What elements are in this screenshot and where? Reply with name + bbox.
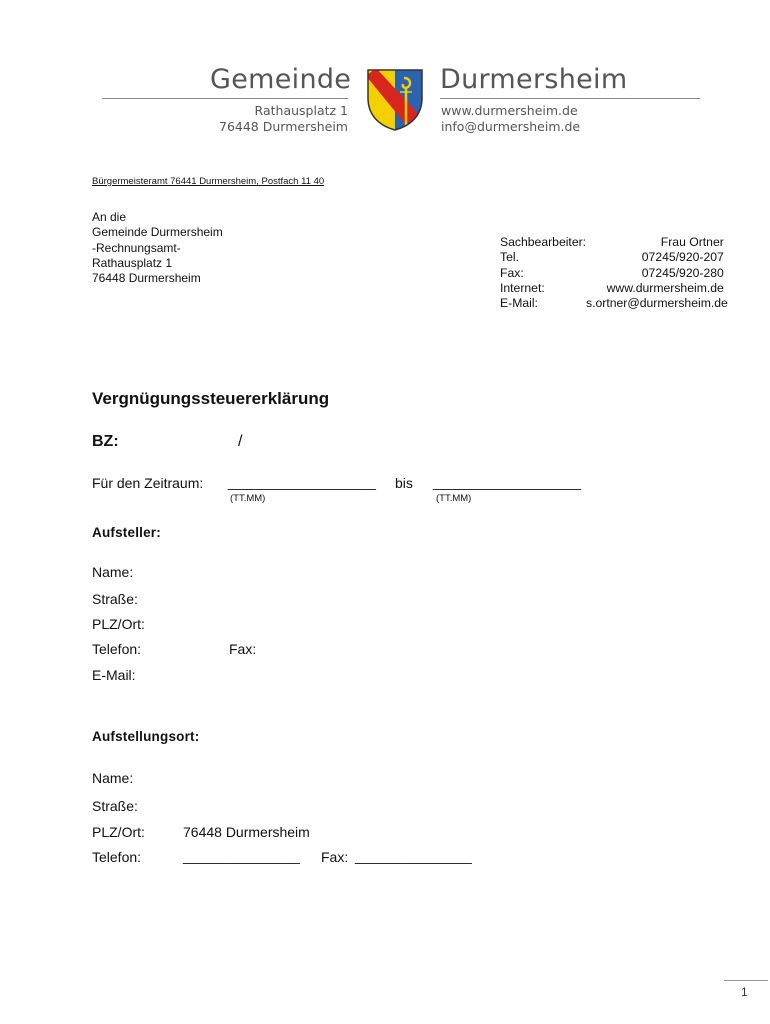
recipient-line-2: Gemeinde Durmersheim: [92, 225, 223, 240]
sender-line: Bürgermeisteramt 76441 Durmersheim, Postfach 11 40: [92, 176, 325, 187]
page-number-rule: [724, 980, 768, 981]
coat-of-arms-icon: [366, 68, 424, 132]
aufsteller-heading: Aufsteller:: [92, 525, 161, 540]
period-label: Für den Zeitraum:: [92, 475, 204, 491]
letterhead-street: Rathausplatz 1: [254, 103, 348, 118]
ort-fax-field[interactable]: _______________: [355, 848, 472, 864]
bz-label: BZ:: [92, 433, 119, 450]
letterhead-left-name: Gemeinde: [210, 64, 352, 95]
letterhead-web: www.durmersheim.de: [441, 103, 578, 118]
recipient-line-4: Rathausplatz 1: [92, 255, 173, 270]
aufsteller-name-label: Name:: [92, 564, 134, 580]
ort-plz-value: 76448 Durmersheim: [183, 824, 310, 840]
clerk-value: Frau Ortner: [660, 235, 724, 249]
ort-plz-label: PLZ/Ort:: [92, 824, 145, 840]
ort-fax-label: Fax:: [321, 849, 349, 865]
ort-name-label: Name:: [92, 770, 134, 786]
period-from-field[interactable]: ___________________: [228, 474, 376, 490]
recipient-line-1: An die: [92, 210, 127, 224]
aufsteller-fax-label: Fax:: [229, 641, 257, 657]
tel-label: Tel.: [500, 250, 519, 265]
fax-label: Fax:: [500, 265, 524, 280]
letterhead-rule-left: [102, 98, 348, 99]
page-number: 1: [741, 985, 748, 999]
ort-phone-field[interactable]: _______________: [183, 848, 300, 864]
page-title: Vergnügungssteuererklärung: [92, 389, 330, 408]
internet-value: www.durmersheim.de: [606, 280, 724, 295]
tel-value: 07245/920-207: [641, 250, 724, 265]
aufstellungsort-heading: Aufstellungsort:: [92, 729, 200, 744]
letterhead-city: 76448 Durmersheim: [219, 119, 348, 134]
bz-separator: /: [238, 433, 243, 450]
internet-label: Internet:: [500, 280, 545, 295]
contact-block: [500, 235, 728, 311]
fax-value: 07245/920-280: [641, 265, 724, 280]
period-bis-label: bis: [395, 475, 413, 491]
recipient-line-5: 76448 Durmersheim: [92, 271, 201, 286]
aufsteller-email-label: E-Mail:: [92, 667, 136, 683]
letterhead-address: [219, 103, 348, 135]
letterhead-rule-right: [440, 98, 700, 99]
period-from-hint: (TT.MM): [230, 493, 266, 504]
recipient-line-3: -Rechnungsamt-: [92, 240, 181, 255]
email-label: E-Mail:: [500, 296, 538, 311]
email-value: s.ortner@durmersheim.de: [586, 296, 728, 311]
period-to-hint: (TT.MM): [436, 493, 472, 504]
ort-phone-label: Telefon:: [92, 849, 142, 865]
period-to-field[interactable]: ___________________: [433, 474, 581, 490]
letterhead-online: [441, 103, 580, 135]
aufsteller-plz-label: PLZ/Ort:: [92, 616, 145, 632]
letterhead-mail: info@durmersheim.de: [441, 119, 581, 134]
clerk-label: Sachbearbeiter:: [500, 235, 587, 249]
letterhead-right-name: Durmersheim: [440, 64, 628, 95]
recipient-address: [92, 210, 223, 286]
aufsteller-phone-label: Telefon:: [92, 641, 142, 657]
ort-street-label: Straße:: [92, 798, 138, 814]
aufsteller-street-label: Straße:: [92, 591, 138, 607]
